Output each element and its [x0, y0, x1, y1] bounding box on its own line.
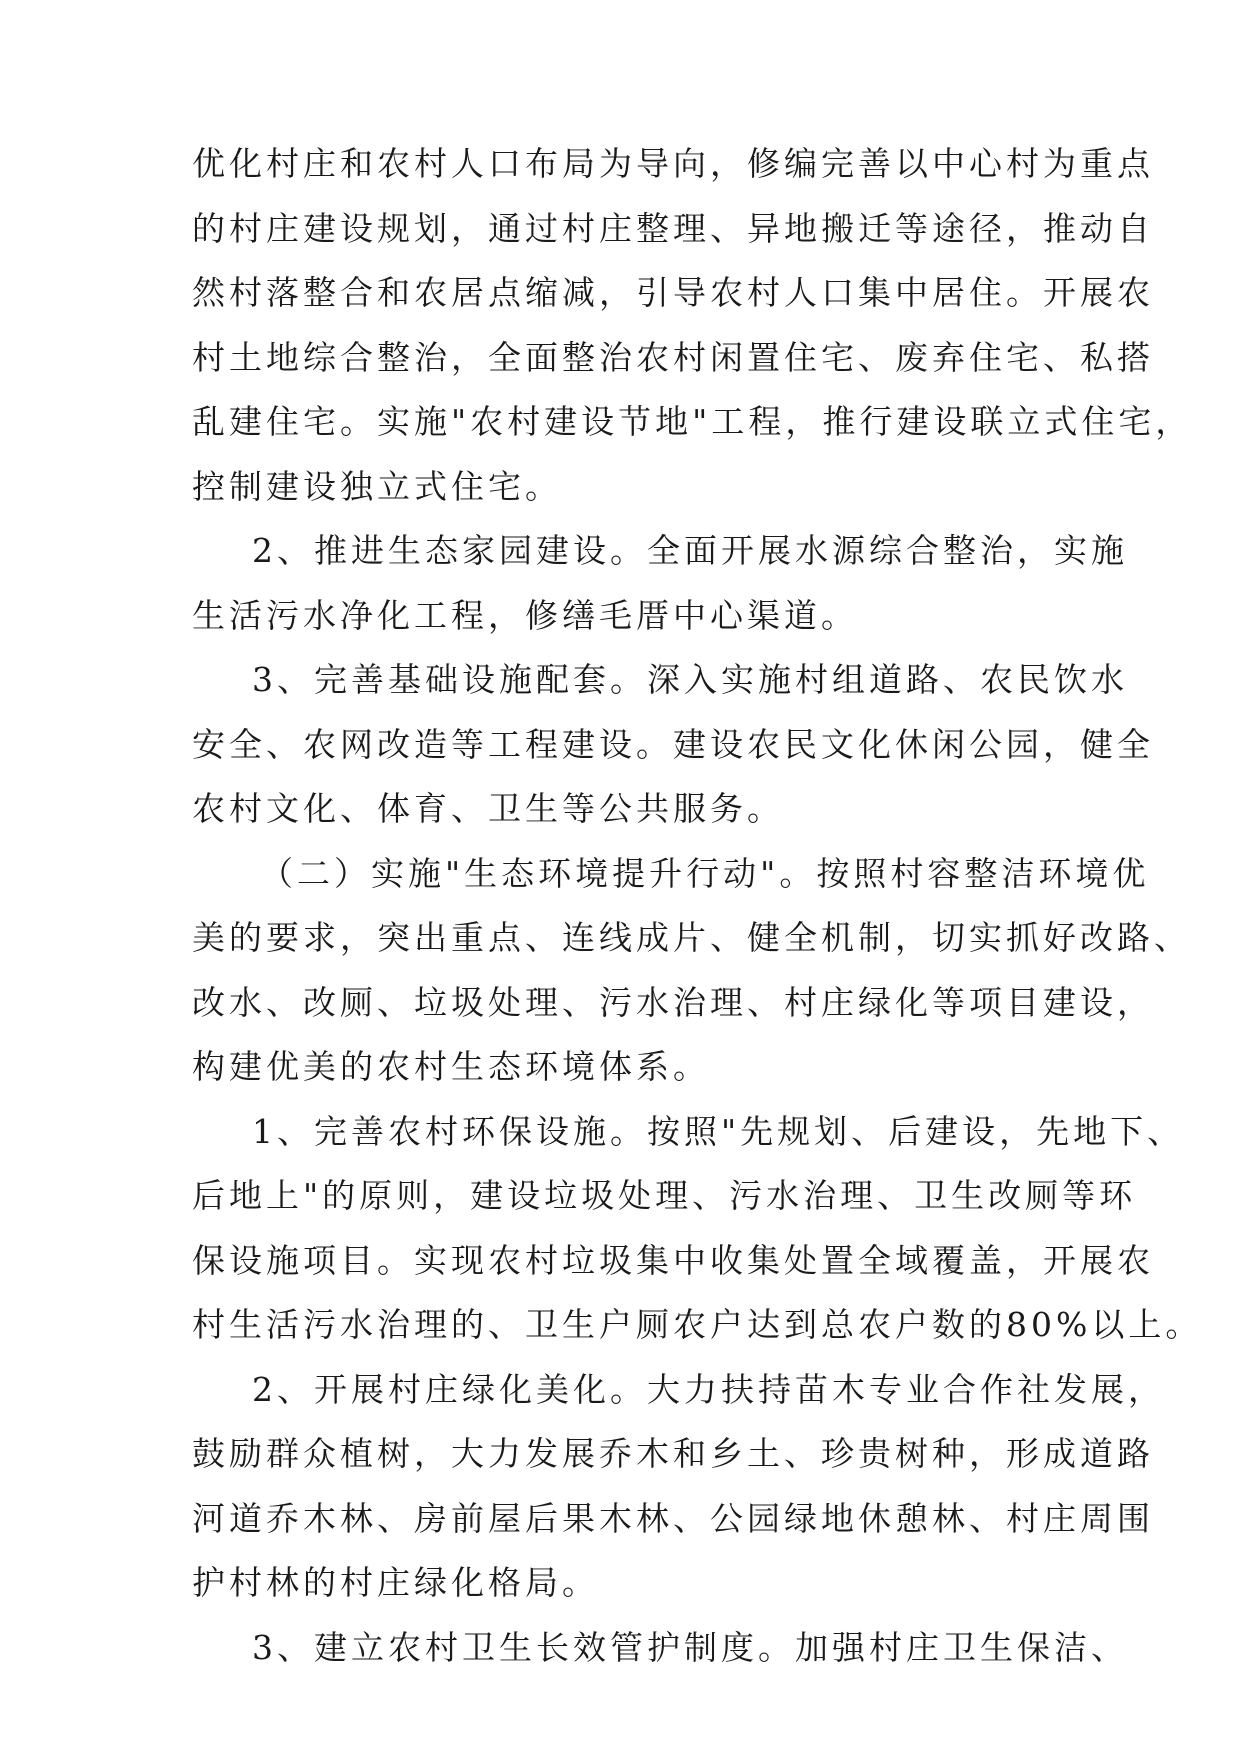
paragraph-line: 村土地综合整治，全面整治农村闲置住宅、废弃住宅、私搭 — [192, 337, 1154, 377]
document-body — [192, 132, 1203, 1680]
paragraph-line: 安全、农网改造等工程建设。建设农民文化休闲公园，健全 — [192, 724, 1154, 764]
paragraph-line: 2、开展村庄绿化美化。大力扶持苗木专业合作社发展， — [252, 1369, 1165, 1409]
paragraph-line: 改水、改厕、垃圾处理、污水治理、村庄绿化等项目建设， — [192, 982, 1154, 1022]
paragraph-line: 1、完善农村环保设施。按照"先规划、后建设，先地下、 — [252, 1111, 1185, 1151]
paragraph-line: 乱建住宅。实施"农村建设节地"工程，推行建设联立式住宅， — [192, 402, 1193, 441]
paragraph-line: 的村庄建设规划，通过村庄整理、异地搬迁等途径，推动自 — [192, 208, 1154, 248]
paragraph-line: 然村落整合和农居点缩减，引导农村人口集中居住。开展农 — [192, 273, 1154, 312]
paragraph-line: 美的要求，突出重点、连线成片、健全机制，切实抓好改路、 — [192, 918, 1191, 957]
paragraph-line: 3、完善基础设施配套。深入实施村组道路、农民饮水 — [252, 660, 1128, 699]
paragraph-line: 村生活污水治理的、卫生户厕农户达到总农户数的80%以上。 — [192, 1305, 1203, 1344]
paragraph-line: 护村林的村庄绿化格局。 — [192, 1563, 599, 1602]
paragraph-line: 后地上"的原则，建设垃圾处理、污水治理、卫生改厕等环 — [192, 1176, 1137, 1215]
section-heading-line: （二）实施"生态环境提升行动"。按照村容整洁环境优 — [260, 853, 1150, 893]
paragraph-line: 控制建设独立式住宅。 — [192, 466, 562, 506]
paragraph-line: 鼓励群众植树，大力发展乔木和乡土、珍贵树种，形成道路 — [192, 1434, 1154, 1473]
paragraph-line: 河道乔木林、房前屋后果木林、公园绿地休憩林、村庄周围 — [192, 1498, 1154, 1538]
paragraph-line: 3、建立农村卫生长效管护制度。加强村庄卫生保洁、 — [252, 1627, 1128, 1667]
paragraph-line: 优化村庄和农村人口布局为导向，修编完善以中心村为重点 — [192, 144, 1154, 183]
paragraph-line: 生活污水净化工程，修缮毛厝中心渠道。 — [192, 595, 858, 635]
paragraph-line: 保设施项目。实现农村垃圾集中收集处置全域覆盖，开展农 — [192, 1240, 1154, 1280]
paragraph-line: 构建优美的农村生态环境体系。 — [192, 1047, 710, 1086]
paragraph-line: 2、推进生态家园建设。全面开展水源综合整治，实施 — [252, 531, 1128, 570]
paragraph-line: 农村文化、体育、卫生等公共服务。 — [192, 789, 784, 828]
